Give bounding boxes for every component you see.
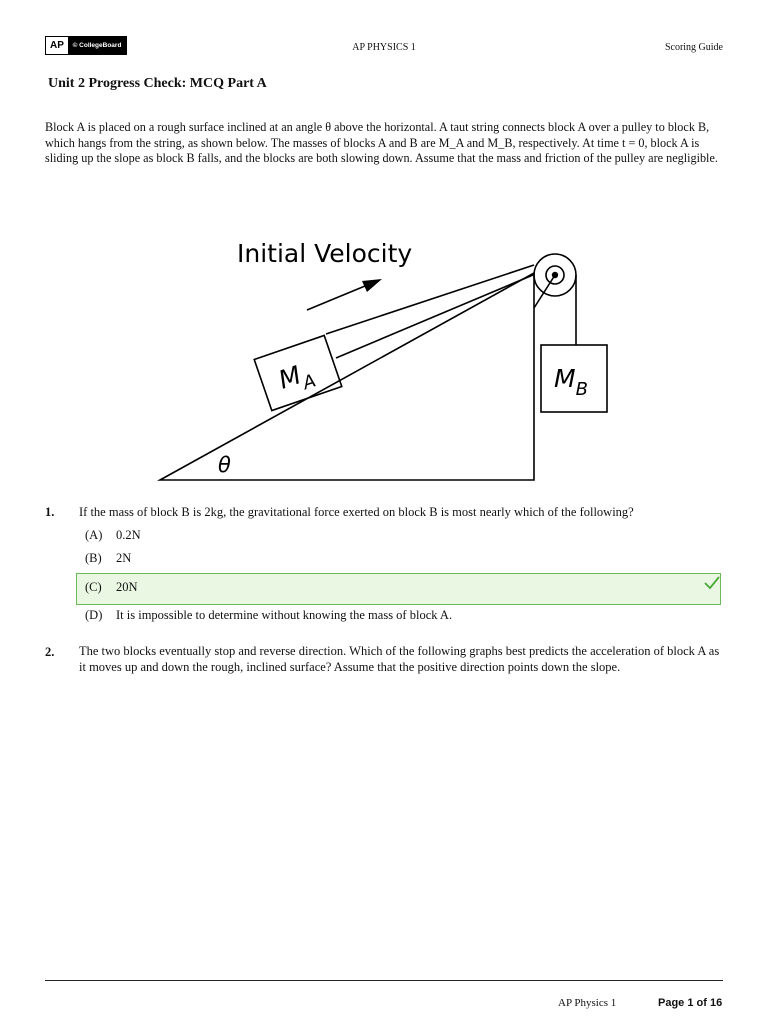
- problem-intro: [45, 120, 725, 167]
- choice-d-letter: (D): [85, 608, 103, 622]
- choice-c-text: 20N: [116, 580, 138, 594]
- incline-surface: [160, 273, 534, 480]
- choice-c-letter: (C): [85, 580, 102, 594]
- logo-brand: © CollegeBoard: [68, 37, 126, 54]
- question-1-number: 1.: [45, 505, 55, 519]
- question-1-choice-d[interactable]: [85, 608, 725, 623]
- footer-course: AP Physics 1: [558, 997, 617, 1009]
- question-2-number: 2.: [45, 645, 55, 659]
- page-number: Page 1 of 16: [658, 997, 723, 1009]
- incline-pulley-diagram: [150, 228, 620, 486]
- question-2-text: The two blocks eventually stop and reverse direction. Which of the following graphs best predicts the acceleration of block A as it moves up and down the rough, inclined surface? Assume that the positive direction points down the slope.: [79, 644, 720, 674]
- block-a-label: $M_A$: [274, 360, 319, 395]
- choice-b-letter: (B): [85, 551, 102, 565]
- footer-divider: [45, 980, 723, 981]
- choice-a-text: 0.2N: [116, 528, 141, 542]
- choice-a-letter: (A): [85, 528, 103, 542]
- choice-b-text: 2N: [116, 551, 132, 565]
- check-icon: [704, 576, 720, 590]
- question-1-text: If the mass of block B is 2kg, the gravitational force exerted on block B is most nearly which of the following?: [79, 505, 634, 519]
- page-title: Unit 2 Progress Check: MCQ Part A: [48, 76, 267, 91]
- question-1-choice-c[interactable]: [85, 580, 138, 595]
- diagram-title: Initial Velocity: [237, 239, 413, 268]
- velocity-arrow-icon: [307, 279, 382, 310]
- question-1-choice-b[interactable]: [85, 551, 131, 566]
- block-a-subscript: A: [300, 370, 319, 395]
- header-course: AP PHYSICS 1: [352, 42, 416, 53]
- intro-text: Block A is placed on a rough surface inclined at an angle θ above the horizontal. A taut string connects block A over a pulley to block B, which hangs from the string, as shown below. The masses of blocks A and B are M_A and M_B, respectively. At time t = 0, block A is sliding up the slope as block B falls, and the blocks are both slowing down. Assume that the mass and friction of the pulley are negligible.: [45, 120, 718, 165]
- block-b-label: $M_B$: [554, 364, 588, 400]
- logo-ap: AP: [46, 37, 68, 54]
- correct-answer-highlight: [76, 573, 721, 605]
- header-scoring-guide: Scoring Guide: [664, 42, 723, 53]
- angle-label: θ: [218, 453, 231, 477]
- string-upper: [326, 265, 534, 334]
- block-b-subscript: B: [575, 379, 588, 400]
- choice-d-text: It is impossible to determine without knowing the mass of block A.: [116, 608, 453, 622]
- question-1-choice-a[interactable]: [85, 528, 141, 543]
